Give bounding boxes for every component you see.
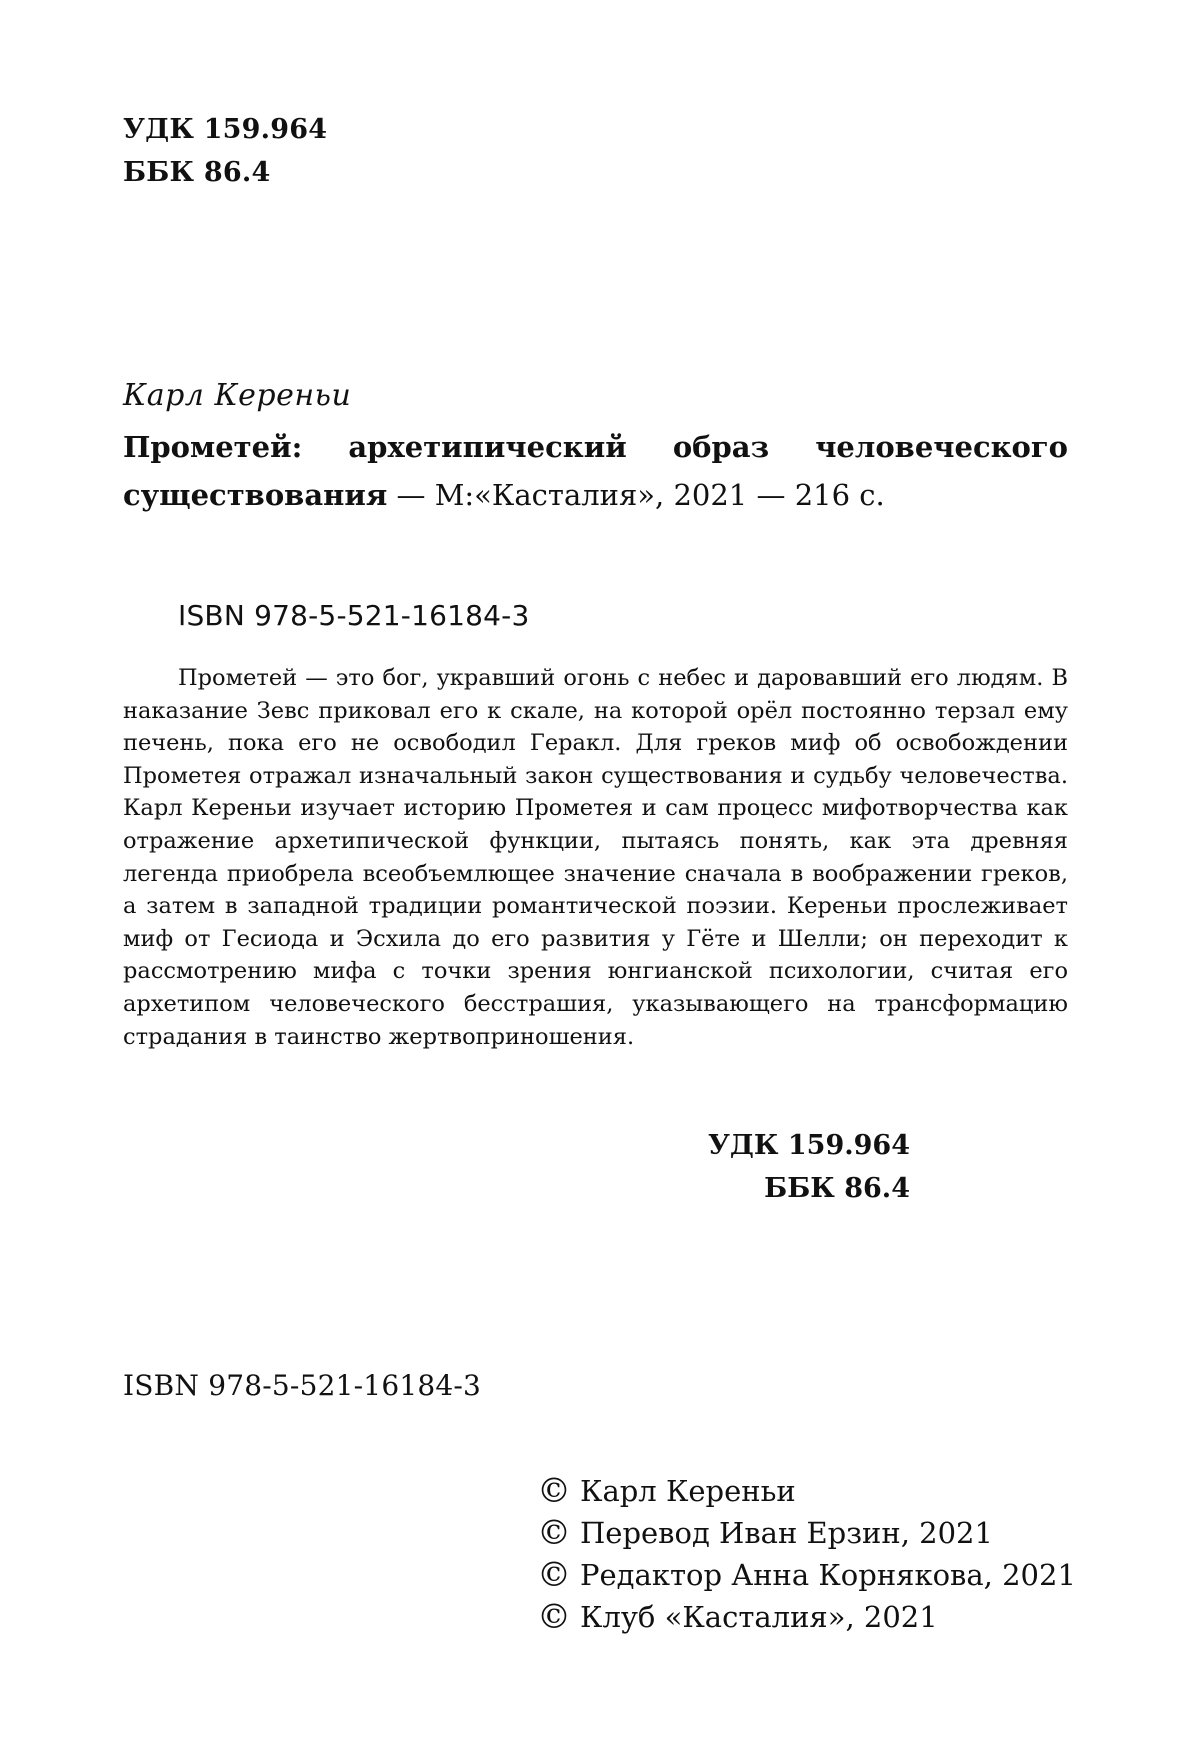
udk-code-top: УДК 159.964	[123, 114, 328, 145]
author-name: Карл Кереньи	[123, 378, 352, 413]
bbk-code-right: ББК 86.4	[764, 1173, 910, 1204]
copyright-holder: Перевод Иван Ерзин, 2021	[580, 1516, 993, 1550]
copyright-line	[537, 1470, 1076, 1512]
copyright-symbol-icon: ©	[537, 1597, 571, 1637]
copyright-symbol-icon: ©	[537, 1513, 571, 1553]
annotation-paragraph: Прометей — это бог, укравший огонь с небес и даровавший его людям. В наказание Зевс приковал его к скале, на которой орёл постоянно терзал ему печень, пока его не освободил Геракл. Для греков миф об освобождении Прометея отражал изначальный закон существования и судьбу человечества. Карл Кереньи изучает историю Прометея и сам процесс мифотворчества как отражение архетипической функции, пытаясь понять, как эта древняя легенда приобрела всеобъемлющее значение сначала в воображении греков, а затем в западной традиции романтической поэзии. Кереньи прослеживает миф от Гесиода и Эсхила до его развития у Гёте и Шелли; он переходит к рассмотрению мифа с точки зрения юнгианской психологии, считая его архетипом человеческого бесстрашия, указывающего на трансформацию страдания в таинство жертвоприношения.	[123, 665, 1068, 1050]
imprint: — М:«Касталия», 2021 — 216 с.	[387, 478, 885, 512]
copyright-list	[537, 1470, 1076, 1638]
copyright-symbol-icon: ©	[537, 1555, 571, 1595]
bbk-code-top: ББК 86.4	[123, 157, 271, 188]
book-title: Прометей: архетипический образ человеческого существования	[123, 430, 1068, 512]
isbn-lower: ISBN 978-5-521-16184-3	[123, 1369, 482, 1402]
copyright-holder: Карл Кереньи	[580, 1474, 796, 1508]
copyright-line	[537, 1512, 1076, 1554]
copyright-symbol-icon: ©	[537, 1471, 571, 1511]
copyright-line	[537, 1554, 1076, 1596]
copyright-holder: Редактор Анна Корнякова, 2021	[580, 1558, 1076, 1592]
copyright-holder: Клуб «Касталия», 2021	[580, 1600, 938, 1634]
isbn-upper: ISBN 978-5-521-16184-3	[178, 599, 530, 632]
bibliographic-record	[123, 423, 1068, 519]
udk-code-right: УДК 159.964	[708, 1130, 910, 1161]
copyright-line	[537, 1596, 1076, 1638]
